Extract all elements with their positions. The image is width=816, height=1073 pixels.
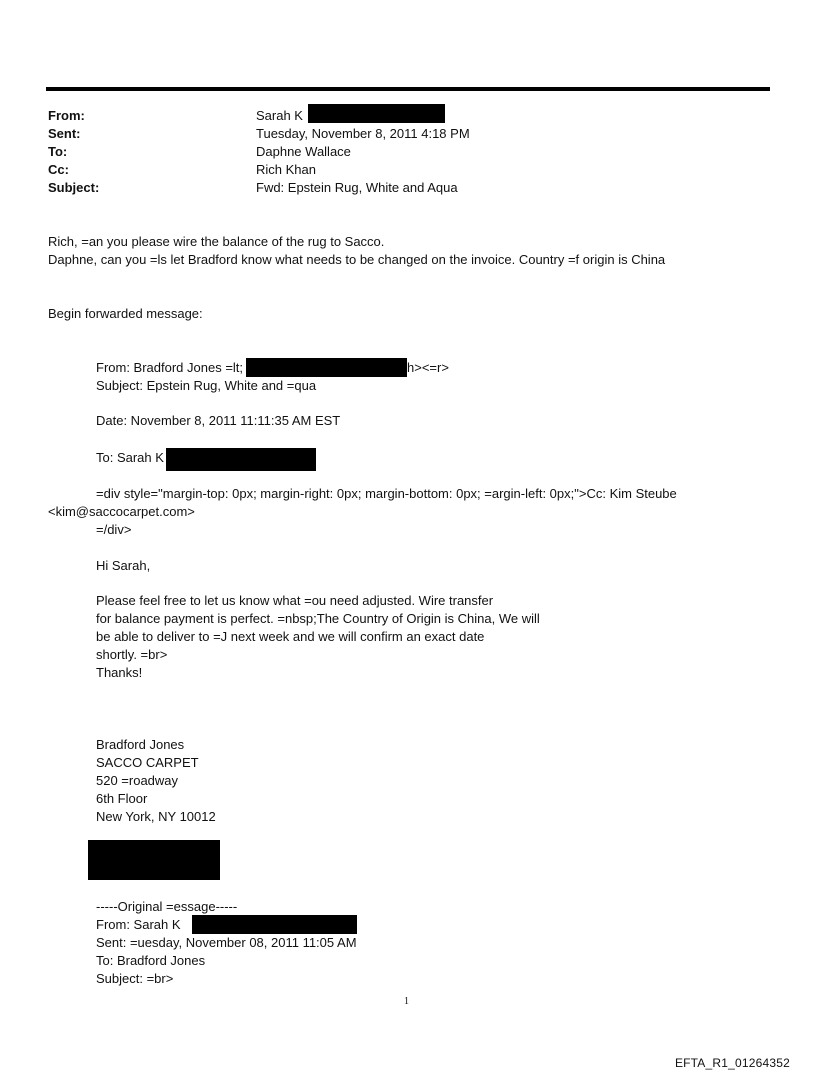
fwd-to: To: Sarah K [96,450,164,465]
cc-label: Cc: [48,162,69,177]
sig-address-3: New York, NY 10012 [96,809,216,824]
to-label: To: [48,144,68,159]
original-separator: -----Original =essage----- [96,899,238,914]
fwd-greeting: Hi Sarah, [96,558,151,573]
fwd-div-line-1: =div style="margin-top: 0px; margin-right: 0px; margin-bottom: 0px; =argin-left: 0px;">Cc: Kim Steube [96,486,677,501]
sent-value: Tuesday, November 8, 2011 4:18 PM [256,126,470,141]
original-subject: Subject: =br> [96,971,174,986]
body-line-1: Rich, =an you please wire the balance of the rug to Sacco. [48,234,385,249]
subject-value: Fwd: Epstein Rug, White and Aqua [256,180,458,195]
from-label: From: [48,108,85,123]
sent-label: Sent: [48,126,81,141]
from-value: Sarah K [256,108,303,123]
original-to: To: Bradford Jones [96,953,206,968]
original-from: From: Sarah K [96,917,181,932]
sig-address-1: 520 =roadway [96,773,179,788]
sig-address-2: 6th Floor [96,791,148,806]
redaction-box [88,840,220,880]
fwd-para-2: for balance payment is perfect. =nbsp;The Country of Origin is China, We will [96,611,540,626]
begin-forwarded: Begin forwarded message: [48,306,203,321]
fwd-para-4: shortly. =br> [96,647,168,662]
bates-number: EFTA_R1_01264352 [674,1056,790,1070]
fwd-thanks: Thanks! [96,665,143,680]
header-rule [46,87,770,91]
sig-name: Bradford Jones [96,737,185,752]
fwd-para-3: be able to deliver to =J next week and we will confirm an exact date [96,629,485,644]
redaction-box [308,104,445,123]
fwd-subject: Subject: Epstein Rug, White and =qua [96,378,317,393]
cc-value: Rich Khan [256,162,316,177]
redaction-box [246,358,407,377]
fwd-from-prefix: From: Bradford Jones =lt; [96,360,244,375]
redaction-box [192,915,357,934]
redaction-box [166,448,316,471]
fwd-from-suffix: h><=r> [407,360,449,375]
fwd-div-line-2: <kim@saccocarpet.com> [48,504,195,519]
original-sent: Sent: =uesday, November 08, 2011 11:05 AM [96,935,357,950]
sig-company: SACCO CARPET [96,755,199,770]
fwd-div-close: =/div> [96,522,132,537]
to-value: Daphne Wallace [256,144,351,159]
fwd-para-1: Please feel free to let us know what =ou need adjusted. Wire transfer [96,593,494,608]
page-number: 1 [404,996,409,1007]
subject-label: Subject: [48,180,100,195]
body-line-2: Daphne, can you =ls let Bradford know what needs to be changed on the invoice. Country =f origin is China [48,252,666,267]
fwd-date: Date: November 8, 2011 11:11:35 AM EST [96,413,341,428]
